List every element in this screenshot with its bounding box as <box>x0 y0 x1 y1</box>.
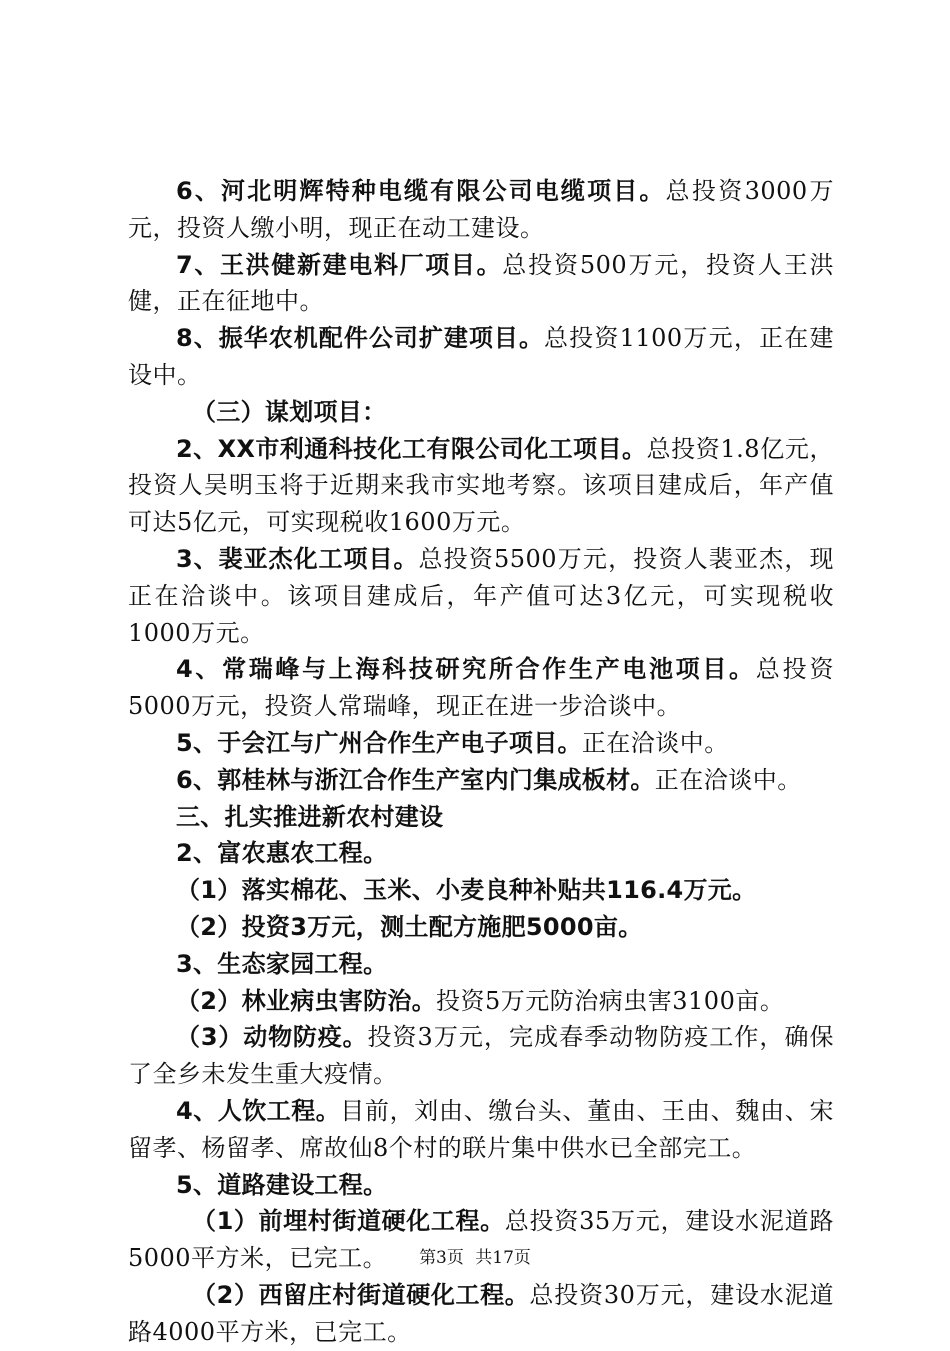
paragraph <box>128 651 834 725</box>
paragraph <box>128 725 834 762</box>
paragraph <box>128 909 834 946</box>
paragraph-lead: （3）动物防疫。 <box>176 1023 368 1052</box>
page-total: 共17页 <box>475 1248 531 1268</box>
paragraph-lead: （三）谋划项目： <box>192 397 387 426</box>
paragraph-lead: 4、人饮工程。 <box>176 1096 341 1125</box>
paragraph <box>128 431 834 541</box>
paragraph-text: 总投资500万元，投资人王洪健，正在征地中。 <box>128 250 834 316</box>
paragraph <box>128 762 834 799</box>
paragraph-lead: 三、扎实推进新农村建设 <box>176 802 444 831</box>
paragraph-text: 总投资5500万元，投资人裴亚杰，现正在洽谈中。该项目建成后，年产值可达3亿元，可实现税收1000万元。 <box>128 544 835 647</box>
paragraph-lead: 6、河北明辉特种电缆有限公司电缆项目。 <box>176 177 666 205</box>
paragraph <box>128 247 834 321</box>
paragraph <box>128 983 834 1020</box>
paragraph-text: 总投资3000万元，投资人缴小明，现正在动工建设。 <box>128 177 835 242</box>
paragraph <box>128 1277 834 1351</box>
paragraph-lead: 3、裴亚杰化工项目。 <box>176 544 419 573</box>
paragraph-text: 目前，刘由、缴台头、董由、王由、魏由、宋留孝、杨留孝、席故仙8个村的联片集中供水已全部完工。 <box>128 1096 834 1162</box>
paragraph-lead: （2）林业病虫害防治。 <box>176 986 436 1015</box>
paragraph-lead: 4、常瑞峰与上海科技研究所合作生产电池项目。 <box>176 655 756 684</box>
paragraph-lead: 2、XX市利通科技化工有限公司化工项目。 <box>176 434 647 463</box>
paragraph-text: 总投资1.8亿元，投资人吴明玉将于近期来我市实地考察。该项目建成后，年产值可达5亿元，可实现税收1600万元。 <box>128 434 834 537</box>
paragraph <box>128 1093 834 1167</box>
paragraph-lead: （2）西留庄村街道硬化工程。 <box>192 1280 530 1309</box>
paragraph <box>128 1019 834 1093</box>
paragraph-text: 投资3万元，完成春季动物防疫工作，确保了全乡未发生重大疫情。 <box>128 1023 834 1089</box>
paragraph-lead: 7、王洪健新建电料厂项目。 <box>176 250 503 279</box>
paragraph-text: 投资5万元防治病虫害3100亩。 <box>436 986 785 1015</box>
page-number: 第3页 <box>419 1248 464 1268</box>
paragraph-text: 正在洽谈中。 <box>581 728 729 757</box>
paragraph-lead: （1）前埋村街道硬化工程。 <box>192 1207 505 1236</box>
paragraph-lead: 3、生态家园工程。 <box>176 949 388 978</box>
paragraph-lead: 8、振华农机配件公司扩建项目。 <box>176 324 544 353</box>
paragraph <box>128 541 834 651</box>
paragraph-text: 总投资30万元，建设水泥道路4000平方米，已完工。 <box>128 1280 834 1346</box>
page-footer <box>0 1243 950 1268</box>
paragraph <box>128 946 834 983</box>
paragraph <box>128 173 834 247</box>
paragraph <box>128 835 834 872</box>
paragraph-text: 正在洽谈中。 <box>654 765 802 794</box>
paragraph-lead: 6、郭桂林与浙江合作生产室内门集成板材。 <box>176 765 655 794</box>
paragraph-lead: （2）投资3万元，测土配方施肥5000亩。 <box>176 912 643 941</box>
section-heading <box>128 799 834 836</box>
paragraph-text: 总投资1100万元，正在建设中。 <box>128 324 835 389</box>
paragraph-text: 总投资35万元，建设水泥道路5000平方米，已完工。 <box>128 1207 834 1273</box>
paragraph <box>128 872 834 909</box>
paragraph <box>128 1167 834 1204</box>
paragraph-lead: 5、道路建设工程。 <box>176 1170 388 1199</box>
paragraph-lead: 2、富农惠农工程。 <box>176 839 388 868</box>
document-body <box>128 173 834 1351</box>
paragraph-lead: 5、于会江与广州合作生产电子项目。 <box>176 728 582 757</box>
paragraph <box>128 320 834 394</box>
paragraph-lead: （1）落实棉花、玉米、小麦良种补贴共116.4万元。 <box>176 876 757 905</box>
paragraph-text: 总投资5000万元，投资人常瑞峰，现正在进一步洽谈中。 <box>128 655 834 721</box>
section-heading <box>128 394 834 431</box>
